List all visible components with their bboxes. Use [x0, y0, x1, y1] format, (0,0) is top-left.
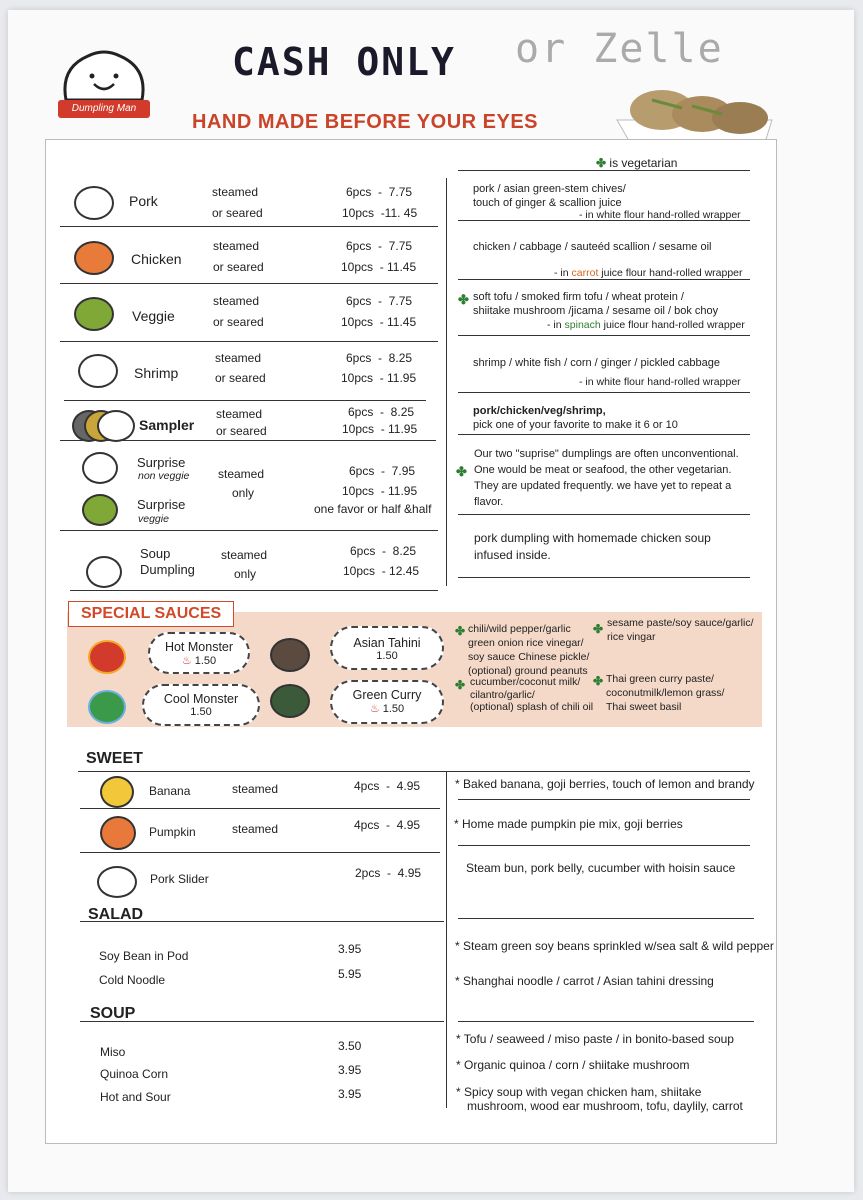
- column-divider: [446, 772, 447, 1108]
- divider: [60, 226, 438, 227]
- sampler-dumpling-icon: [97, 410, 135, 442]
- divider: [458, 514, 750, 515]
- item-name: Cold Noodle: [99, 973, 166, 987]
- divider: [458, 170, 750, 171]
- item-name: Hot and Sour: [100, 1090, 171, 1104]
- item-name: Pork Slider: [150, 872, 209, 886]
- sauce-desc: cucumber/coconut milk/ cilantro/garlic/ (optional) splash of chili oil: [470, 676, 594, 713]
- shamrock-icon: ✤: [593, 674, 604, 688]
- column-divider: [446, 178, 447, 586]
- item-name: Banana: [149, 784, 191, 798]
- item-price: 10pcs -11. 45: [342, 206, 418, 220]
- item-prep: or seared: [216, 424, 267, 438]
- item-name: Pumpkin: [149, 825, 196, 839]
- item-name: Veggie: [132, 308, 175, 324]
- item-name: Surprise: [137, 455, 186, 470]
- divider: [60, 530, 438, 531]
- cool-monster-icon: [88, 690, 126, 724]
- hot-monster-icon: [88, 640, 126, 674]
- sauces-title: SPECIAL SAUCES: [68, 601, 234, 627]
- section-title-sweet: SWEET: [86, 750, 143, 767]
- item-wrapper: - in white flour hand-rolled wrapper: [579, 209, 741, 221]
- item-name: Soup: [140, 546, 171, 561]
- item-price: 2pcs - 4.95: [355, 866, 422, 880]
- item-price: 6pcs - 8.25: [346, 351, 413, 365]
- item-sub: non veggie: [138, 470, 190, 482]
- shrimp-dumpling-icon: [78, 354, 118, 388]
- divider: [60, 341, 438, 342]
- green-curry-icon: [270, 684, 310, 718]
- item-price: 10pcs - 11.45: [341, 260, 417, 274]
- item-desc: * Spicy soup with vegan chicken ham, shiitake mushroom, wood ear mushroom, tofu, daylily, carrot: [456, 1085, 743, 1113]
- divider: [80, 921, 444, 922]
- surprise-non-veggie-icon: [82, 452, 118, 484]
- item-wrapper: - in white flour hand-rolled wrapper: [579, 376, 741, 388]
- item-price: 10pcs - 11.45: [341, 315, 417, 329]
- item-desc: soft tofu / smoked firm tofu / wheat protein / shiitake mushroom /jicama / sesame oil / bok choy: [473, 291, 719, 317]
- item-prep: only: [234, 567, 257, 581]
- item-name: Dumpling: [140, 562, 195, 577]
- item-desc: * Steam green soy beans sprinkled w/sea salt & wild pepper: [455, 939, 774, 953]
- item-price: 10pcs - 11.95: [341, 371, 417, 385]
- logo-label: Dumpling Man: [58, 100, 150, 118]
- divider: [78, 771, 750, 772]
- logo-face-icon: [58, 48, 150, 104]
- item-desc: pork/chicken/veg/shrimp, pick one of your favorite to make it 6 or 10: [473, 405, 678, 431]
- divider: [60, 283, 438, 284]
- dumpling-man-logo: [58, 48, 150, 128]
- item-name: Sampler: [139, 417, 195, 433]
- item-prep: or seared: [213, 260, 264, 274]
- divider: [80, 1021, 444, 1022]
- divider: [80, 808, 440, 809]
- item-name: Surprise: [137, 497, 186, 512]
- veggie-dumpling-icon: [74, 297, 114, 331]
- hot-monster-bubble: Hot Monster ♨ 1.50: [148, 632, 250, 674]
- item-price: 6pcs - 8.25: [350, 544, 417, 558]
- item-price: 10pcs - 11.95: [342, 484, 418, 498]
- item-price: 3.95: [338, 1063, 362, 1077]
- item-wrapper: - in carrot juice flour hand-rolled wrapper: [554, 267, 743, 279]
- sauce-desc: Thai green curry paste/ coconutmilk/lemon grass/ Thai sweet basil: [606, 673, 725, 713]
- item-price: 3.95: [338, 1087, 362, 1101]
- item-price: 5.95: [338, 967, 362, 981]
- shamrock-icon: ✤: [456, 464, 467, 479]
- asian-tahini-icon: [270, 638, 310, 672]
- item-desc: shrimp / white fish / corn / ginger / pickled cabbage: [473, 357, 721, 369]
- item-prep: steamed: [213, 239, 260, 253]
- item-prep: steamed: [212, 185, 259, 199]
- item-desc: chicken / cabbage / sauteéd scallion / sesame oil: [473, 241, 712, 253]
- item-prep: steamed: [232, 782, 279, 796]
- surprise-veggie-icon: [82, 494, 118, 526]
- item-desc: * Shanghai noodle / carrot / Asian tahini dressing: [455, 974, 714, 988]
- item-prep: or seared: [215, 371, 266, 385]
- divider: [458, 845, 750, 846]
- item-price: 4pcs - 4.95: [354, 818, 421, 832]
- item-prep: or seared: [212, 206, 263, 220]
- item-desc: pork dumpling with homemade chicken soup infused inside.: [474, 531, 711, 562]
- divider: [458, 1021, 754, 1022]
- item-price: 10pcs - 12.45: [343, 564, 420, 578]
- divider: [64, 400, 426, 401]
- sauce-desc: chili/wild pepper/garlic green onion rice vinegar/ soy sauce Chinese pickle/ (optional) ground peanuts: [468, 623, 590, 677]
- pumpkin-dumpling-icon: [100, 816, 136, 850]
- item-name: Chicken: [131, 251, 182, 267]
- item-prep: steamed: [215, 351, 262, 365]
- item-name: Pork: [129, 193, 158, 209]
- item-price: 6pcs - 7.75: [346, 294, 413, 308]
- item-price: 6pcs - 8.25: [348, 405, 415, 419]
- item-prep: steamed: [216, 407, 263, 421]
- shamrock-icon: ✤: [458, 292, 469, 307]
- green-curry-bubble: Green Curry ♨ 1.50: [330, 680, 444, 724]
- divider: [458, 799, 750, 800]
- item-name: Miso: [100, 1045, 126, 1059]
- item-desc: * Tofu / seaweed / miso paste / in bonito-based soup: [456, 1032, 734, 1046]
- section-title-soup: SOUP: [90, 1005, 136, 1022]
- item-price: 4pcs - 4.95: [354, 779, 421, 793]
- divider: [80, 852, 440, 853]
- item-prep: or seared: [213, 315, 264, 329]
- shamrock-icon: ✤: [593, 622, 604, 636]
- item-name: Soy Bean in Pod: [99, 949, 189, 963]
- item-name: Shrimp: [134, 365, 179, 381]
- item-desc: Our two "suprise" dumplings are often unconventional. One would be meat or seafood, the other vegetarian. They are updated frequently. we have yet to repeat a flavor.: [474, 448, 739, 508]
- section-title-salad: SALAD: [88, 906, 144, 923]
- item-price: 3.50: [338, 1039, 362, 1053]
- divider: [458, 577, 750, 578]
- divider: [60, 440, 436, 441]
- divider: [458, 434, 750, 435]
- item-prep: steamed: [218, 467, 265, 481]
- sauce-desc: sesame paste/soy sauce/garlic/ rice vingar: [607, 617, 754, 643]
- divider: [458, 279, 750, 280]
- asian-tahini-bubble: Asian Tahini 1.50: [330, 626, 444, 670]
- item-sub: veggie: [138, 513, 169, 525]
- divider: [458, 335, 750, 336]
- item-price: 10pcs - 11.95: [342, 422, 418, 436]
- item-prep: only: [232, 486, 255, 500]
- chili-icon: ♨: [369, 703, 380, 715]
- item-desc: pork / asian green-stem chives/ touch of ginger & scallion juice: [473, 183, 626, 209]
- item-price-note: one favor or half &half: [314, 502, 432, 516]
- pork-dumpling-icon: [74, 186, 114, 220]
- soup-dumpling-icon: [86, 556, 122, 588]
- cash-only-note: CASH ONLY: [232, 40, 456, 84]
- item-price: 6pcs - 7.75: [346, 185, 413, 199]
- divider: [70, 590, 438, 591]
- chicken-dumpling-icon: [74, 241, 114, 275]
- divider: [458, 392, 750, 393]
- pork-slider-icon: [97, 866, 137, 898]
- item-desc: * Organic quinoa / corn / shiitake mushroom: [456, 1058, 690, 1072]
- zelle-note: or Zelle: [515, 26, 724, 72]
- item-name: Quinoa Corn: [100, 1067, 169, 1081]
- cool-monster-bubble: Cool Monster 1.50: [142, 684, 260, 726]
- item-desc: * Baked banana, goji berries, touch of lemon and brandy: [455, 777, 755, 791]
- banana-dumpling-icon: [100, 776, 134, 808]
- item-prep: steamed: [213, 294, 260, 308]
- chili-icon: ♨: [181, 655, 192, 667]
- tagline: HAND MADE BEFORE YOUR EYES: [192, 111, 539, 133]
- divider: [458, 918, 754, 919]
- veg-legend: [596, 156, 677, 170]
- shamrock-icon: ✤: [455, 678, 466, 692]
- shamrock-icon: ✤: [455, 624, 466, 638]
- divider: [458, 220, 750, 221]
- item-desc: * Home made pumpkin pie mix, goji berries: [454, 817, 683, 831]
- item-wrapper: - in spinach juice flour hand-rolled wrapper: [547, 319, 745, 331]
- item-prep: steamed: [221, 548, 268, 562]
- item-price: 6pcs - 7.75: [346, 239, 413, 253]
- item-prep: steamed: [232, 822, 279, 836]
- shamrock-icon: ✤: [596, 156, 607, 170]
- item-price: 6pcs - 7.95: [349, 464, 416, 478]
- veg-legend-text: is vegetarian: [609, 156, 678, 170]
- item-desc: Steam bun, pork belly, cucumber with hoisin sauce: [466, 861, 736, 875]
- item-price: 3.95: [338, 942, 362, 956]
